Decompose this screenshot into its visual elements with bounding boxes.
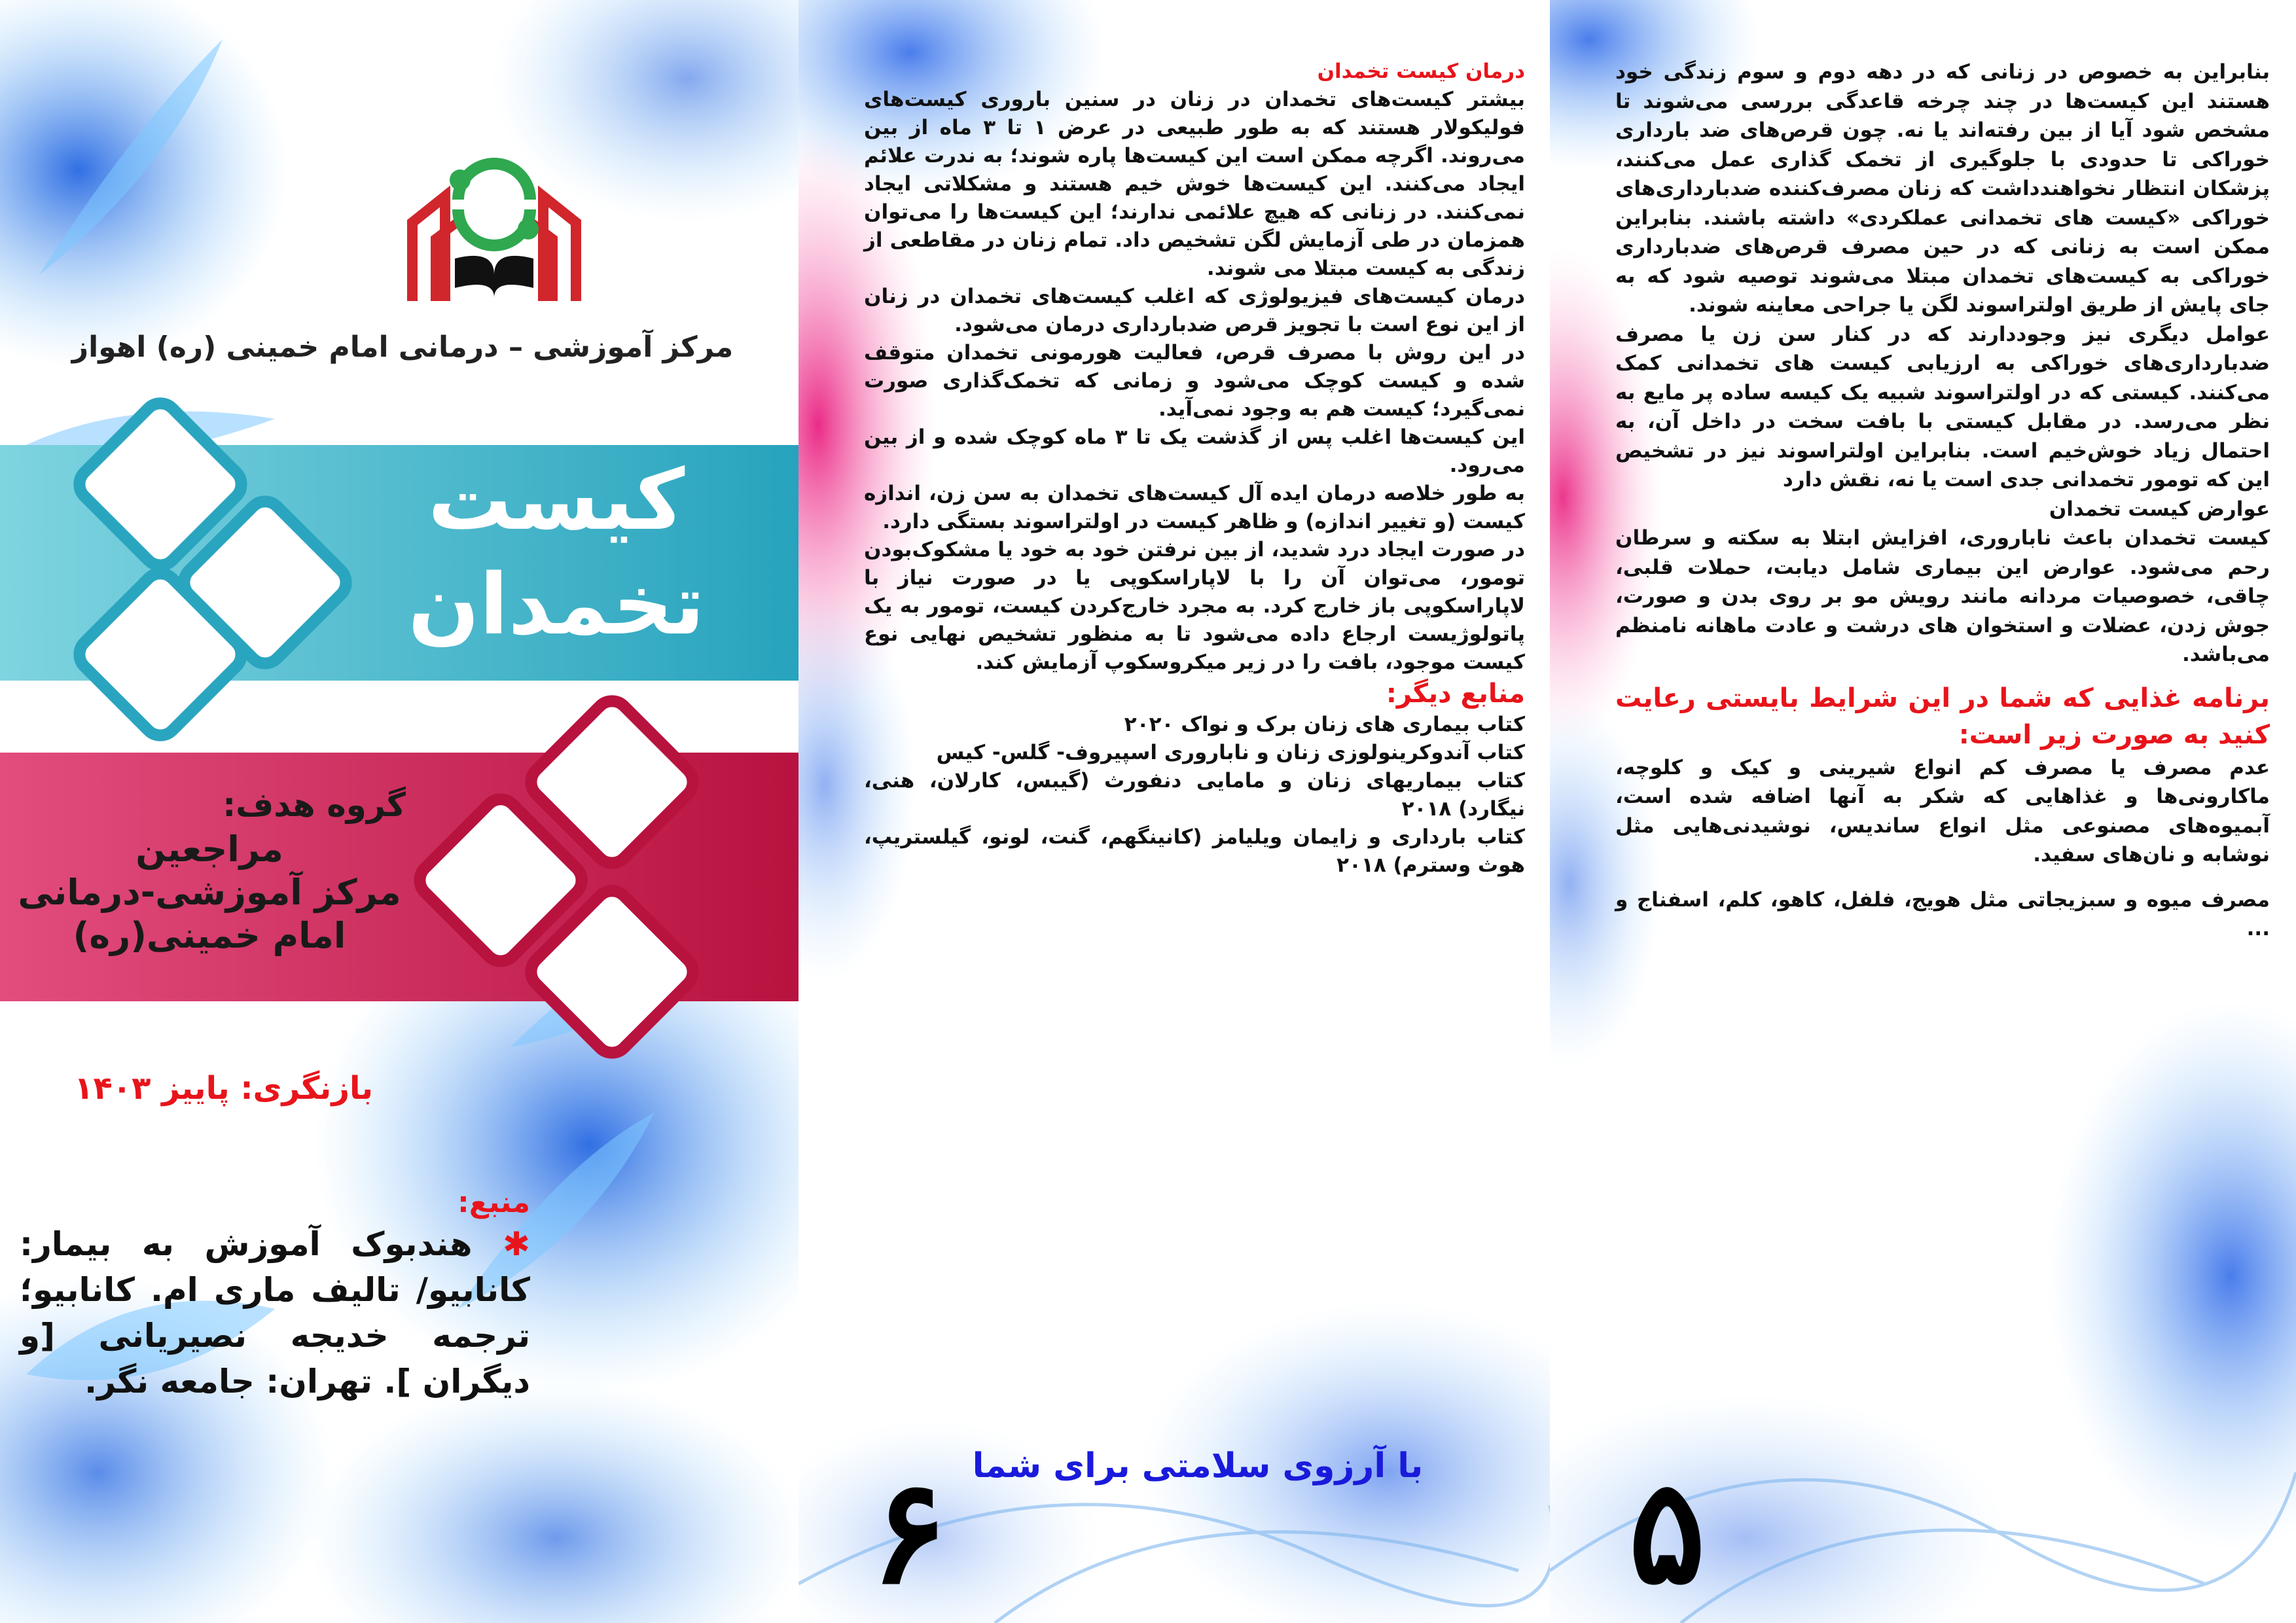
source-heading: منبع: [457, 1186, 530, 1219]
page-6-panel [798, 0, 1550, 1623]
target-group-line-1: مراجعین [135, 829, 283, 870]
reference-item: کتاب بیماریهای زنان و مامایی دنفورث (گیبس، کارلان، هنی، نیگارد) ۲۰۱۸ [864, 769, 1525, 821]
treatment-paragraph-6: در صورت ایجاد درد شدید، از بین نرفتن خود به خود یا مشکوک‌بودن تومور، می‌توان آن را با لاپاراسکوپی یا در صورت نیاز با لاپاراسکوپی باز خارج کرد. به مجرد خارج‌کردن کیست، تومور به یک پاتولوژیست ارجاع داده می‌شود تا به منظور تشخیص نهایی نوع کیست موجود، بافت را در زیر میکروسکوپ آزمایش کند. [864, 538, 1525, 674]
cover-title-line2: تخمدان [408, 556, 705, 654]
target-group [13, 782, 406, 957]
target-group-line-3: امام خمینی(ره) [73, 915, 346, 956]
reference-item: کتاب بیماری های زنان برک و نواک ۲۰۲۰ [1124, 713, 1525, 736]
target-group-line-2: مرکز آموزشی-درمانی [18, 872, 401, 913]
evaluation-section [1615, 58, 2270, 944]
treatment-paragraph-2: درمان کیست‌های فیزیولوژی که اغلب کیست‌های تخمدان در زنان از این نوع است با تجویز قرص ضدبارداری درمان می‌شود. [864, 285, 1525, 336]
treatment-paragraph-4: این کیست‌ها اغلب پس از گذشت یک تا ۳ ماه کوچک شده و از بین می‌رود. [864, 425, 1525, 477]
institution-name: مرکز آموزشی – درمانی امام خمینی (ره) اهواز [71, 330, 734, 364]
diet-item: مصرف میوه و سبزیجاتی مثل هویج، فلفل، کاهو، کلم، اسفناج و ... [1615, 887, 2270, 940]
source-block [20, 1185, 530, 1404]
asterisk-icon: ✱ [472, 1225, 531, 1263]
treatment-paragraph-3: در این روش با مصرف قرص، فعالیت هورمونی تخمدان متوقف شده و کیست کوچک می‌شود و زمانی که تخمک‌گذاری صورت نمی‌گیرد؛ کیست هم به وجود نمی‌آید. [864, 341, 1525, 421]
page-number: ۶ [870, 1446, 948, 1616]
target-group-heading: گروه هدف: [223, 786, 406, 824]
evaluation-paragraph-1: بنابراین به خصوص در زنانی که در دهه دوم و سوم زندگی خود هستند این کیست‌ها در چند چرخه قاعدگی بررسی می‌شوند تا مشخص شود آیا از بین رفته‌اند یا نه. چون قرص‌های ضد بارداری خوراکی تا حدودی با جلوگیری از تخمک گذاری عمل می‌کنند، پزشکان انتظار نخواهندداشت که زنان مصرف‌کننده ضدبارداری‌های خوراکی «کیست های تخمدانی عملکردی» داشته باشند. بنابراین ممکن است به زنانی که در حین مصرف قرص‌های ضدبارداری خوراکی به کیست‌های تخمدان مبتلا می‌شوند توصیه شود که به جای پایش از طریق اولتراسوند لگن یا جراحی معاینه شوند. [1615, 60, 2270, 317]
treatment-section [864, 58, 1525, 880]
treatment-paragraph-1: بیشتر کیست‌های تخمدان در زنان در سنین باروری کیست‌های فولیکولار هستند که به طور طبیعی در عرض ۱ تا ۳ ماه از بین می‌روند. اگرچه ممکن است این کیست‌ها پاره شوند؛ به ندرت علائم ایجاد می‌کنند. این کیست‌ها خوش خیم هستند و مشکلاتی ایجاد نمی‌کنند. در زنانی که هیچ علائمی ندارند؛ این کیست‌ها را می‌توان همزمان در طی آزمایش لگن تشخیص داد. تمام زنان در مقاطعی از زندگی به کیست مبتلا می شوند. [864, 88, 1525, 280]
cover-title [367, 448, 746, 658]
cover-title-line1: کیست [427, 452, 685, 549]
diet-item: عدم مصرف یا مصرف کم انواع شیرینی و کیک و کلوچه، ماکارونی‌ها و غذاهایی که شکر به آنها اضافه شده است، آبمیوه‌های مصنوعی مثل انواع ساندیس، نوشیدنی‌هایی مثل نوشابه و نان‌های سفید. [1615, 755, 2270, 866]
treatment-heading: درمان کیست تخمدان [1317, 60, 1525, 83]
reference-item: کتاب آندوکرینولوزی زنان و ناباروری اسپیروف- گلس- کیس [936, 741, 1525, 764]
page-5-panel [1550, 0, 2296, 1623]
treatment-paragraph-5: به طور خلاصه درمان ایده آل کیست‌های تخمدان به سن زن، اندازه کیست (و تغییر اندازه) و ظاهر کیست در اولتراسوند بستگی دارد. [864, 482, 1525, 533]
institution-logo [399, 144, 589, 308]
complications-heading: عوارض کیست تخمدان [2049, 497, 2270, 521]
reference-item: کتاب بارداری و زایمان ویلیامز (کانینگهم، گنت، لونو، گیلستریپ، هوث وسترم) ۲۰۱۸ [864, 825, 1525, 877]
source-text [20, 1221, 530, 1404]
cover-panel [0, 0, 798, 1623]
revision-date: بازنگری: پاییز ۱۴۰۳ [74, 1070, 373, 1107]
source-citation: هندبوک آموزش به بیمار: کانابیو/ تالیف ماری ام. کانابیو؛ ترجمه خدیجه نصیریانی [و دیگران ]. تهران: جامعه نگر. [20, 1225, 530, 1400]
page-number: ۵ [1628, 1446, 1706, 1616]
references-heading: منابع دیگر: [1386, 679, 1525, 709]
complications-text: کیست تخمدان باعث ناباروری، افزایش ابتلا به سکته و سرطان رحم می‌شود. عوارض این بیماری شامل دیابت، حملات قلبی، چاقی، خصوصیات مردانه مانند رویش مو بر روی بدن و صورت، جوش زدن، عضلات و استخوان های درشت و عادت ماهانه نامنظم می‌باشد. [1615, 526, 2270, 666]
evaluation-paragraph-2: عوامل دیگری نیز وجوددارند که در کنار سن زن یا مصرف ضدبارداری‌های خوراکی به ارزیابی کیست های تخمدانی کمک می‌کنند. کیستی که در اولتراسوند شبیه یک کیسه ساده پر مایع به نظر می‌رسد. در مقابل کیستی با بافت سخت در داخل آن، به احتمال زیاد خوش‌خیم است. بنابراین اولتراسوند نیز در تشخیص این که تومور تخمدانی جدی است یا نه، نقش دارد [1615, 322, 2270, 491]
diet-heading: برنامه غذایی که شما در این شرایط بایستی رعایت کنید به صورت زیر است: [1615, 683, 2270, 750]
closing-wish: با آرزوی سلامتی برای شما [972, 1446, 1424, 1486]
